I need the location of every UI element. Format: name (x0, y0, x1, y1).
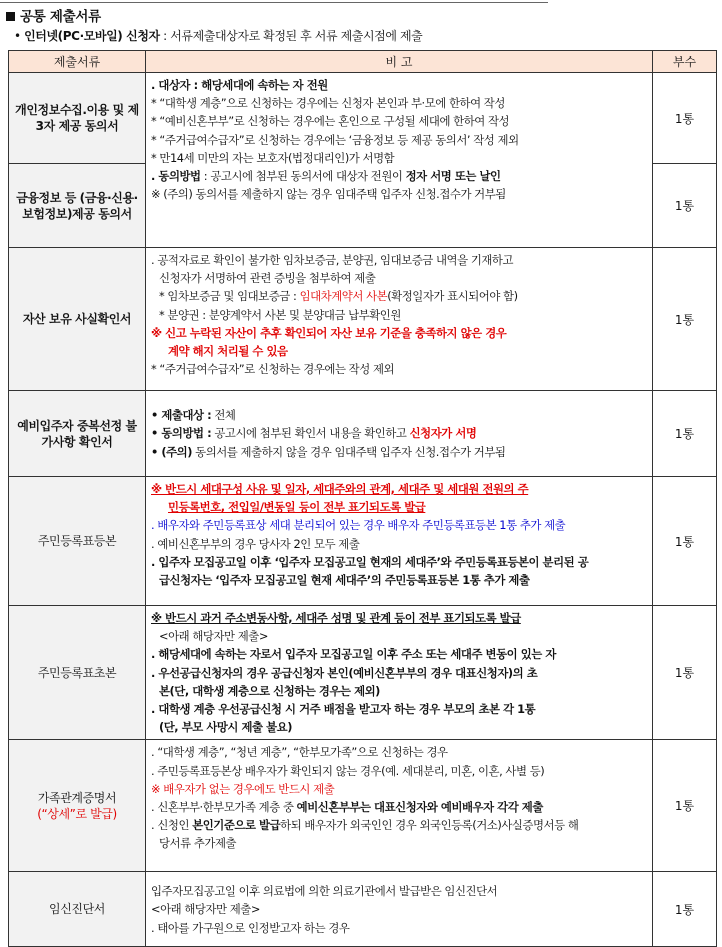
note-line: . 배우자와 주민등록표상 세대 분리되어 있는 경우 배우자 주민등록표등본 1통 추가 제출 (151, 518, 566, 533)
header-document: 제출서류 (9, 51, 146, 73)
note-line: • (주의) 동의서를 제출하지 않을 경우 임대주택 입주자 신청.접수가 거부됨 (151, 444, 506, 459)
count-cell: 1통 (653, 248, 717, 391)
note-line: 당서류 추가제출 (159, 836, 237, 851)
doc-name-sub: (“상세”로 발급) (37, 806, 117, 821)
doc-name: 개인정보수집.이용 및 제3자 제공 동의서 (9, 73, 146, 164)
note-line: 신청자가 서명하여 관련 증빙을 첨부하여 제출 (159, 271, 376, 286)
doc-name: 자산 보유 사실확인서 (9, 248, 146, 391)
pregnancy-notes (146, 872, 653, 947)
note-line: . “대학생 계층”, “청년 계층”, “한부모가족”으로 신청하는 경우 (151, 745, 448, 760)
header-note: 비 고 (146, 51, 653, 73)
note-line: (단, 부모 사망시 제출 불요) (159, 720, 292, 735)
note-line: ※ 반드시 과거 주소변동사항, 세대주 성명 및 관계 등이 전부 표기되도록 발급 (151, 611, 521, 625)
note-line: • 제출대상 : 전체 (151, 408, 236, 423)
note-line: ※ 신고 누락된 자산이 추후 확인되어 자산 보유 기준을 충족하지 않은 경우 (151, 325, 507, 340)
note-line: . 우선공급신청자의 경우 공급신청자 본인(예비신혼부부의 경우 대표신청자)의 초 (151, 665, 538, 680)
note-line: <아래 해당자만 제출> (159, 629, 268, 644)
note-line: . 동의방법 : 공고시에 첨부된 동의서에 대상자 전원이 정자 서명 또는 날인 (151, 169, 501, 184)
note-line: . 주민등록표등본상 배우자가 확인되지 않는 경우(예. 세대분리, 미혼, 이혼, 사별 등) (151, 763, 545, 778)
note-line: ※ 반드시 세대구성 사유 및 일자, 세대주와의 관계, 세대주 및 세대원 전원의 주 (151, 482, 529, 496)
note-line: * 임차보증금 및 임대보증금 : 임대차계약서 사본(확정일자가 표시되어야 함) (159, 289, 518, 304)
table-row (9, 872, 717, 947)
doc-name: 예비입주자 중복선정 불가사항 확인서 (9, 391, 146, 477)
note-line: . 신청인 본인기준으로 발급하되 배우자가 외국인인 경우 외국인등록(거소)사실증명서등 해 (151, 818, 579, 833)
reserve-notes (146, 391, 653, 477)
documents-table (8, 50, 717, 947)
note-line: * “대학생 계층”으로 신청하는 경우에는 신청자 본인과 부·모에 한하여 작성 (151, 96, 505, 111)
doc-name: 가족관계증명서 (“상세”로 발급) (9, 740, 146, 872)
note-line: 급신청자는 ‘입주자 모집공고일 현재 세대주’의 주민등록표등본 1통 추가 제출 (159, 573, 530, 588)
doc-name: 주민등록표등본 (9, 477, 146, 606)
note-line: . 공적자료로 확인이 불가한 임차보증금, 분양권, 임대보증금 내역을 기재하고 (151, 253, 514, 267)
note-line: * “주거급여수급자”로 신청하는 경우에는 작성 제외 (151, 362, 395, 377)
note-line: * 만14세 미만의 자는 보호자(법정대리인)가 서명함 (151, 150, 395, 165)
table-row (9, 477, 717, 606)
note-line: 입주자모집공고일 이후 의료법에 의한 의료기관에서 발급받은 임신진단서 (151, 884, 498, 899)
note-line: <아래 해당자만 제출> (151, 902, 260, 917)
count-cell: 1통 (653, 606, 717, 740)
count-cell: 1통 (653, 164, 717, 248)
note-line: 민등록번호, 전입일/변동일 등이 전부 표기되도록 발급 (168, 500, 426, 515)
note-line: 계약 해지 처리될 수 있음 (168, 344, 288, 359)
note-line: ※ 배우자가 없는 경우에도 반드시 제출 (151, 781, 335, 796)
table-row (9, 740, 717, 872)
note-line: . 대상자 : 해당세대에 속하는 자 전원 (151, 78, 328, 92)
top-rule (0, 2, 548, 3)
note-line: • 동의방법 : 공고시에 첨부된 확인서 내용을 확인하고 신청자가 서명 (151, 426, 477, 441)
subtitle: • 인터넷(PC·모바일) 신청자 : 서류제출대상자로 확정된 후 서류 제출시점에 제출 (14, 29, 423, 43)
note-line: . 신혼부부·한부모가족 계층 중 예비신혼부부는 대표신청자와 예비배우자 각각 제출 (151, 800, 543, 815)
count-cell: 1통 (653, 73, 717, 164)
note-line: . 태아를 가구원으로 인정받고자 하는 경우 (151, 920, 350, 935)
count-cell: 1통 (653, 391, 717, 477)
consent-notes (146, 73, 653, 248)
table-row (9, 606, 717, 740)
resident-copy-notes (146, 477, 653, 606)
note-line: 본(단, 대학생 계층으로 신청하는 경우는 제외) (159, 683, 380, 698)
header-count: 부수 (653, 51, 717, 73)
note-line: * “주거급여수급자”로 신청하는 경우에는 ‘금융정보 등 제공 동의서’ 작성 제외 (151, 132, 519, 147)
section-title: 공통 제출서류 (6, 5, 101, 25)
note-line: . 입주자 모집공고일 이후 ‘입주자 모집공고일 현재의 세대주’와 주민등록표등본이 분리된 공 (151, 554, 589, 569)
count-cell: 1통 (653, 872, 717, 947)
note-line: . 해당세대에 속하는 자로서 입주자 모집공고일 이후 주소 또는 세대주 변동이 있는 자 (151, 647, 556, 662)
note-line: * 분양권 : 분양계약서 사본 및 분양대금 납부확인원 (159, 307, 401, 322)
table-row (9, 248, 717, 391)
note-line: . 대학생 계층 우선공급신청 시 거주 배점을 받고자 하는 경우 부모의 초본 각 1통 (151, 702, 536, 717)
count-cell: 1통 (653, 477, 717, 606)
asset-notes (146, 248, 653, 391)
note-line: ※ (주의) 동의서를 제출하지 않는 경우 임대주택 입주자 신청.접수가 거부됨 (151, 187, 506, 202)
doc-name: 금융정보 등 (금융·신용·보험정보)제공 동의서 (9, 164, 146, 248)
resident-abstract-notes (146, 606, 653, 740)
table-header-row (9, 51, 717, 73)
count-cell: 1통 (653, 740, 717, 872)
doc-name: 임신진단서 (9, 872, 146, 947)
note-line: . 예비신혼부부의 경우 당사자 2인 모두 제출 (151, 536, 360, 551)
black-square-icon (6, 12, 15, 21)
note-line: * “예비신혼부부”로 신청하는 경우에는 혼인으로 구성될 세대에 한하여 작성 (151, 114, 510, 129)
doc-name: 주민등록표초본 (9, 606, 146, 740)
table-row (9, 391, 717, 477)
family-notes (146, 740, 653, 872)
table-row (9, 73, 717, 164)
